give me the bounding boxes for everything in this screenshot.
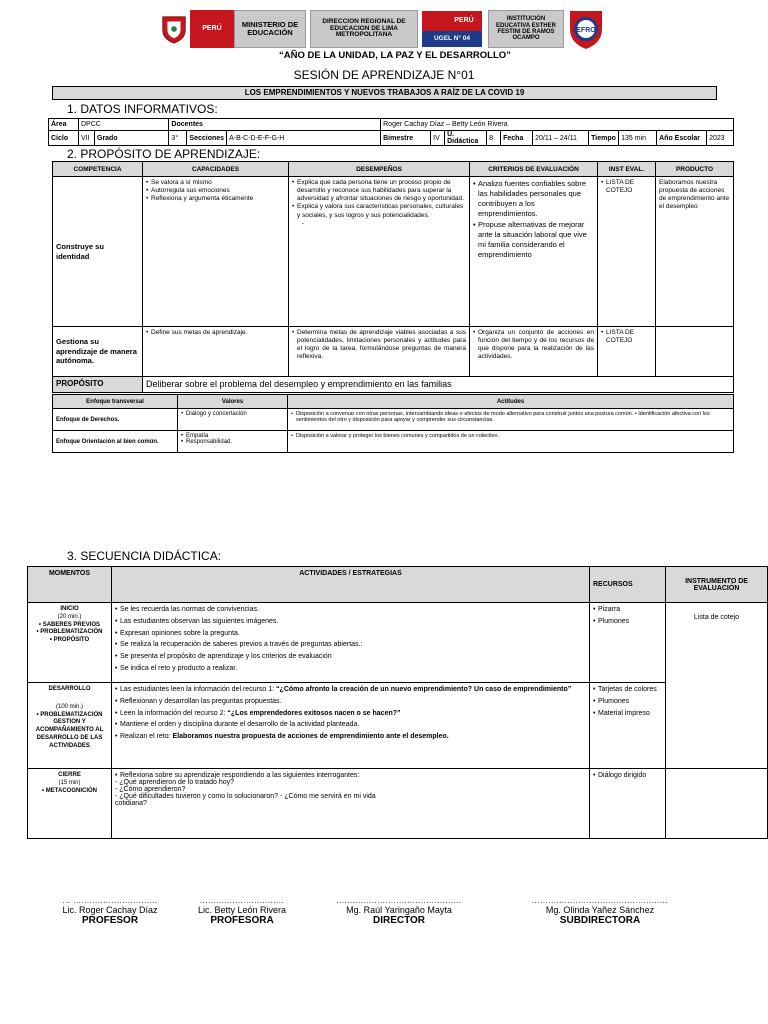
list-item: • Mantiene el orden y disciplina durante el desarrollo de la actividad planteada. [115, 721, 586, 730]
capacidades-2 [143, 327, 289, 377]
cierre-title: CIERRE [58, 772, 81, 778]
list-item: • Se indica el reto y producto a realizar. [115, 665, 586, 674]
desarrollo-title: DESARROLLO [48, 686, 91, 692]
inst-2 [598, 327, 656, 377]
desempenos-2 [289, 327, 470, 377]
list-item: • Responsabilidad. [181, 439, 284, 445]
signature-line: ... ............................... [62, 896, 158, 905]
momento-cierre [28, 769, 112, 839]
list-item: • Diálogo dirigido [593, 772, 662, 779]
actividades-inicio [112, 603, 590, 683]
unidad-value: 8 [487, 131, 501, 146]
list-item: • Reflexiona sobre su aprendizaje respondiendo a las siguientes interrogantes: [115, 772, 586, 779]
list-item: • Disposición a conversar con otras personas, intercambiando ideas o afectos de modo alternativo para construir juntos una postura común. • Identificación afectiva con los sentimientos del otro y disposición para apoyar y comprender sus circunstancias. [291, 411, 730, 423]
cierre-question: - ¿Qué aprendieron de lo tratado hoy? [115, 779, 235, 786]
inicio-item: • PROPÓSITO [49, 637, 90, 644]
secuencia-heading: 3. SECUENCIA DIDÁCTICA: [67, 549, 222, 563]
signature-name: Lic. Betty León Rivera [197, 905, 287, 915]
list-item: • Pizarra [593, 606, 662, 615]
signature-profesora [182, 896, 302, 926]
header-competencia: COMPETENCIA [53, 162, 143, 177]
list-item: • Se realiza la recuperación de saberes previos a través de preguntas abiertas.: [115, 641, 586, 650]
tiempo-label: Tiempo [589, 131, 619, 146]
competencia-2: Gestiona su aprendizaje de manera autónoma. [53, 327, 143, 377]
header-actividades: ACTIVIDADES / ESTRATEGIAS [112, 567, 590, 603]
list-item: • Organiza un conjunto de acciones en función del tiempo y de los recursos de que dispone para la realización de las actividades. [473, 329, 594, 362]
institucion-box: INSTITUCIÓN EDUCATIVA ESTHER FESTINI DE RAMOS OCAMPO [488, 10, 564, 48]
actividades-cierre [112, 769, 590, 839]
list-item: • Explica y valora sus características personales, culturales y sociales, y sus logros y sus potencialidades. [292, 203, 466, 219]
list-item: • Material impreso [593, 710, 662, 719]
list-item: • Autorregula sus emociones [146, 187, 285, 195]
signature-name: Lic. Roger Cachay Díaz [62, 905, 158, 915]
list-item: • LISTA DE COTEJO [601, 179, 652, 195]
crest-text: EFRO [576, 27, 596, 34]
header-recursos: RECURSOS [590, 567, 666, 603]
theme-title: LOS EMPRENDIMIENTOS Y NUEVOS TRABAJOS A RAÍZ DE LA COVID 19 [52, 86, 717, 100]
secciones-value: A-B-C-D-E-F-G-H [227, 131, 381, 146]
datos-heading: 1. DATOS INFORMATIVOS: [67, 102, 218, 116]
header-actitudes: Actitudes [288, 395, 734, 409]
header-desempenos: DESEMPEÑOS [289, 162, 470, 177]
list-item: • Empatía [181, 433, 284, 439]
desarrollo-time: (100 min.) [55, 703, 83, 710]
inicio-item: • SABERES PREVIOS [38, 621, 101, 628]
instrumento-value: Lista de cotejo [693, 614, 740, 621]
header-momentos: MOMENTOS [28, 567, 112, 603]
header-capacidades: CAPACIDADES [143, 162, 289, 177]
criterios-1 [470, 177, 598, 327]
header-enfoque: Enfoque transversal [53, 395, 178, 409]
signature-role: PROFESORA [210, 915, 274, 926]
motto: “AÑO DE LA UNIDAD, LA PAZ Y EL DESARROLLO” [279, 50, 511, 61]
proposito-table [52, 161, 734, 393]
cierre-question: - ¿Qué dificultades tuvieron y como lo solucionaron? - ¿Cómo me servirá en mi vida cotidiana? [115, 793, 376, 807]
grado-value: 3° [169, 131, 187, 146]
proposito-label: PROPÓSITO [53, 377, 143, 393]
enfoques-table [52, 394, 734, 453]
list-item: • Explica que cada persona tiene un proceso propio de desarrollo y reconoce sus habilidades para superar la adversidad y afrontar situaciones de riesgo y oportunidad. [292, 179, 466, 203]
actividades-desarrollo [112, 683, 590, 769]
bimestre-label: Bimestre [381, 131, 431, 146]
valores-2 [178, 431, 288, 453]
ugel-logo [422, 10, 482, 48]
area-label: Área [49, 119, 79, 131]
recursos-inicio [590, 603, 666, 683]
instrumento-cell [666, 603, 768, 769]
inst-1 [598, 177, 656, 327]
list-item: • Se les recuerda las normas de convivencias. [115, 606, 586, 615]
anio-value: 2023 [707, 131, 734, 146]
signature-name: Mg. Olinda Yañez Sánchez [545, 905, 655, 915]
proposito-text: Deliberar sobre el problema del desempleo y emprendimiento en las familias [143, 377, 734, 393]
cierre-item: • METACOGNICIÓN [41, 787, 97, 794]
header-producto: PRODUCTO [656, 162, 734, 177]
signature-role: PROFESOR [81, 915, 139, 926]
tiempo-value: 135 min [619, 131, 657, 146]
valores-1 [178, 409, 288, 431]
list-item: • Las estudiantes leen la información del recurso 1: “¿Cómo afronto la creación de un nuevo emprendimiento? Un caso de emprendimiento” [115, 686, 586, 695]
header-logos [158, 10, 608, 50]
recursos-cierre [590, 769, 666, 839]
competencia-1: Construye su identidad [53, 177, 143, 327]
docentes-label: Docentes [169, 119, 381, 131]
list-item: • Disposición a valorar y proteger los bienes comunes y compartidos de un colectivo. [291, 433, 730, 439]
grado-label: Grado [95, 131, 169, 146]
signature-line: ............................... [199, 896, 285, 905]
enfoque-2: Enfoque Orientación al bien común. [53, 431, 178, 453]
list-item: • Tarjetas de colores [593, 686, 662, 695]
signature-role: DIRECTOR [372, 915, 426, 926]
list-item: • LISTA DE COTEJO [601, 329, 652, 345]
list-item: • Plumones [593, 618, 662, 627]
signature-name: Mg. Raúl Yaringaño Mayta [346, 905, 452, 915]
header-criterios: CRITERIOS DE EVALUACIÓN [470, 162, 598, 177]
header-inst: INST EVAL. [598, 162, 656, 177]
ciclo-label: Ciclo [49, 131, 79, 146]
fecha-value: 20/11 – 24/11 [533, 131, 589, 146]
unidad-label: U. Didáctica [445, 131, 487, 146]
ministerio-box: MINISTERIO DE EDUCACIÓN [234, 10, 306, 48]
list-item: • Diálogo y concertación [181, 411, 284, 417]
secciones-label: Secciones [187, 131, 227, 146]
list-item: • Reflexionan y desarrollan las preguntas propuestas. [115, 698, 586, 707]
list-item: • Las estudiantes observan las siguientes imágenes. [115, 618, 586, 627]
producto-1: Elaboramos nuestra propuesta de acciones de emprendimiento ante el desempleo [656, 177, 734, 327]
capacidades-1 [143, 177, 289, 327]
list-item: • Reflexiona y argumenta éticamente [146, 195, 285, 203]
header-valores: Valores [178, 395, 288, 409]
crest-icon [566, 7, 606, 51]
signature-role: SUBDIRECTORA [559, 915, 641, 926]
cierre-question: - ¿Cómo aprendieron? [115, 786, 186, 793]
session-title: SESIÓN DE APRENDIZAJE N°01 [293, 68, 475, 82]
list-item: • Plumones [593, 698, 662, 707]
cierre-time: (15 min) [58, 779, 81, 786]
dash: - [302, 219, 305, 227]
list-item: • Se valora a sí mismo [146, 179, 285, 187]
peru-shield-logo [158, 10, 190, 48]
header-instrumento: INSTRUMENTO DE EVALUACIÓN [666, 567, 768, 603]
bimestre-value: IV [431, 131, 445, 146]
datos-table [48, 118, 734, 146]
direccion-box: DIRECCION REGIONAL DE EDUCACION DE LIMA METROPOLITANA [310, 10, 418, 48]
list-item: • Leen la información del recurso 2: “¿Los emprendedores exitosos nacen o se hacen?” [115, 710, 586, 719]
area-value: DPCC [79, 119, 169, 131]
instrumento-cierre [666, 769, 768, 839]
enfoque-1: Enfoque de Derechos. [53, 409, 178, 431]
list-item: • Expresan opiniones sobre la pregunta. [115, 630, 586, 639]
inicio-time: (20 min.) [57, 613, 82, 620]
anio-label: Año Escolar [657, 131, 707, 146]
list-item: • Define sus metas de aprendizaje. [146, 329, 285, 337]
ciclo-value: VII [79, 131, 95, 146]
criterios-2 [470, 327, 598, 377]
shield-icon [160, 12, 188, 46]
momento-desarrollo [28, 683, 112, 769]
list-item: • Se presenta el propósito de aprendizaje y los criterios de evaluación [115, 653, 586, 662]
docentes-value: Roger Cachay Díaz – Betty León Rivera [381, 119, 734, 131]
signature-director [336, 896, 462, 926]
actitudes-1 [288, 409, 734, 431]
peru-label-2: PERÚ [446, 11, 482, 31]
ugel-label: UGEL N° 04 [422, 31, 482, 47]
fecha-label: Fecha [501, 131, 533, 146]
signature-subdirectora [520, 896, 680, 926]
list-item: • Propuse alternativas de mejorar ante la situación laboral que vive mi familia considerando el emprendimiento [473, 220, 594, 261]
secuencia-table [27, 566, 768, 839]
school-crest [566, 7, 606, 51]
signature-profesor [50, 896, 170, 926]
inicio-item: • PROBLEMATIZACIÓN [36, 629, 103, 636]
list-item: • Determina metas de aprendizaje viables asociadas a sus potencialidades, limitaciones personales y actitudes para el logro de la tarea, formulándose preguntas de manera reflexiva. [292, 329, 466, 362]
signature-line: .............................................. [336, 896, 462, 905]
recursos-desarrollo [590, 683, 666, 769]
momento-inicio [28, 603, 112, 683]
actitudes-2 [288, 431, 734, 453]
list-item: • Analizo fuentes confiables sobre las habilidades personales que contribuyen a los emprendimientos. [473, 179, 594, 220]
list-item: • Realizan el reto: Elaboramos nuestra propuesta de acciones de emprendimiento ante el desempleo. [115, 733, 586, 742]
signature-line: .................................................. [531, 896, 669, 905]
desarrollo-item: • PROBLEMATIZACIÓN GESTION Y ACOMPAÑAMIENTO AL DESARROLLO DE LAS ACTIVIDADES [35, 711, 104, 749]
desempenos-1 [289, 177, 470, 327]
producto-2 [656, 327, 734, 377]
peru-label-box: PERÚ [190, 10, 234, 48]
inicio-title: INICIO [60, 606, 79, 612]
proposito-heading: 2. PROPÓSITO DE APRENDIZAJE: [67, 147, 261, 161]
